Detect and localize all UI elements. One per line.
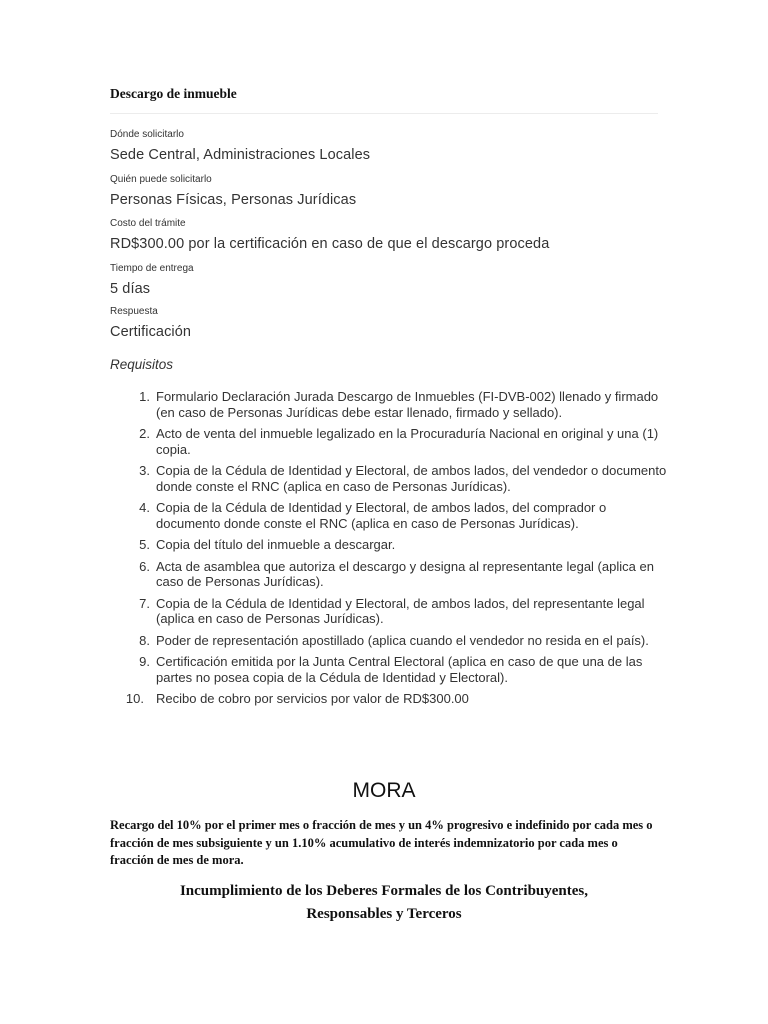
field-label-tiempo: Tiempo de entrega (110, 263, 194, 274)
field-value-respuesta: Certificación (110, 324, 192, 340)
list-item-number: 7. (139, 595, 150, 611)
field-label-donde: Dónde solicitarlo (110, 129, 184, 140)
list-item (128, 537, 668, 553)
requirements-heading: Requisitos (110, 357, 174, 372)
list-item-number: 9. (139, 654, 150, 669)
list-item-text: Copia del título del inmueble a descargar. (156, 537, 396, 552)
list-item-number: 3. (139, 463, 150, 478)
field-label-respuesta: Respuesta (110, 306, 158, 317)
list-item (125, 691, 668, 707)
field-value-costo: RD$300.00 por la certificación en caso de que el descargo proceda (110, 236, 550, 252)
mora-paragraph: Recargo del 10% por el primer mes o fracción de mes y un 4% progresivo e indefinido por cada mes o fracción de mes subsiguiente y un 1.10% acumulativo de interés indemnizatorio por cada mes o fracción de mes de mora. (110, 818, 653, 867)
title-divider (110, 113, 658, 114)
list-item-number: 4. (139, 500, 150, 515)
list-item (128, 389, 668, 420)
document-title: Descargo de inmueble (110, 86, 237, 101)
list-item (128, 500, 668, 531)
mora-heading: MORA (352, 779, 416, 802)
list-item (128, 426, 668, 457)
list-item-number: 5. (139, 537, 150, 552)
list-item (128, 559, 668, 590)
incumplimiento-heading (110, 880, 658, 926)
list-item-text: Formulario Declaración Jurada Descargo de Inmuebles (FI-DVB-002) llenado y firmado (en caso de Personas Jurídicas debe estar llenado, firmado y sellado). (156, 389, 659, 420)
incumplimiento-heading-line2: Responsables y Terceros (306, 906, 462, 922)
list-item-number: 6. (139, 558, 150, 574)
list-item (128, 596, 668, 627)
list-item (128, 654, 668, 685)
list-item-number: 8. (139, 632, 150, 648)
requirements-list (125, 389, 668, 713)
field-value-tiempo: 5 días (110, 281, 151, 297)
incumplimiento-heading-line1: Incumplimiento de los Deberes Formales de los Contribuyentes, (179, 883, 589, 899)
list-item-text: Acto de venta del inmueble legalizado en la Procuraduría Nacional en original y una (1) copia. (156, 426, 659, 457)
list-item-text: Copia de la Cédula de Identidad y Electoral, de ambos lados, del comprador o documento donde conste el RNC (aplica en caso de Personas Jurídicas). (156, 500, 607, 531)
list-item-text: Poder de representación apostillado (aplica cuando el vendedor no resida en el país). (156, 632, 649, 648)
list-item-number: 1. (139, 389, 150, 404)
list-item-text: Acta de asamblea que autoriza el descargo y designa al representante legal (aplica en caso de Personas Jurídicas). (156, 558, 654, 589)
list-item-text: Certificación emitida por la Junta Central Electoral (aplica en caso de que una de las partes no posea copia de la Cédula de Identidad y Electoral). (156, 654, 643, 685)
field-label-costo: Costo del trámite (110, 218, 186, 229)
list-item-text: Copia de la Cédula de Identidad y Electoral, de ambos lados, del representante legal (aplica en caso de Personas Jurídicas). (156, 595, 645, 626)
list-item (128, 633, 668, 649)
list-item (128, 463, 668, 494)
list-item-text: Copia de la Cédula de Identidad y Electoral, de ambos lados, del vendedor o documento donde conste el RNC (aplica en caso de Personas Jurídicas). (156, 463, 667, 494)
list-item-text: Recibo de cobro por servicios por valor de RD$300.00 (156, 691, 469, 706)
field-value-quien: Personas Físicas, Personas Jurídicas (110, 192, 357, 208)
list-item-number: 2. (139, 426, 150, 441)
field-label-quien: Quién puede solicitarlo (110, 174, 212, 185)
field-value-donde: Sede Central, Administraciones Locales (110, 147, 371, 163)
list-item-number: 10. (125, 691, 144, 706)
